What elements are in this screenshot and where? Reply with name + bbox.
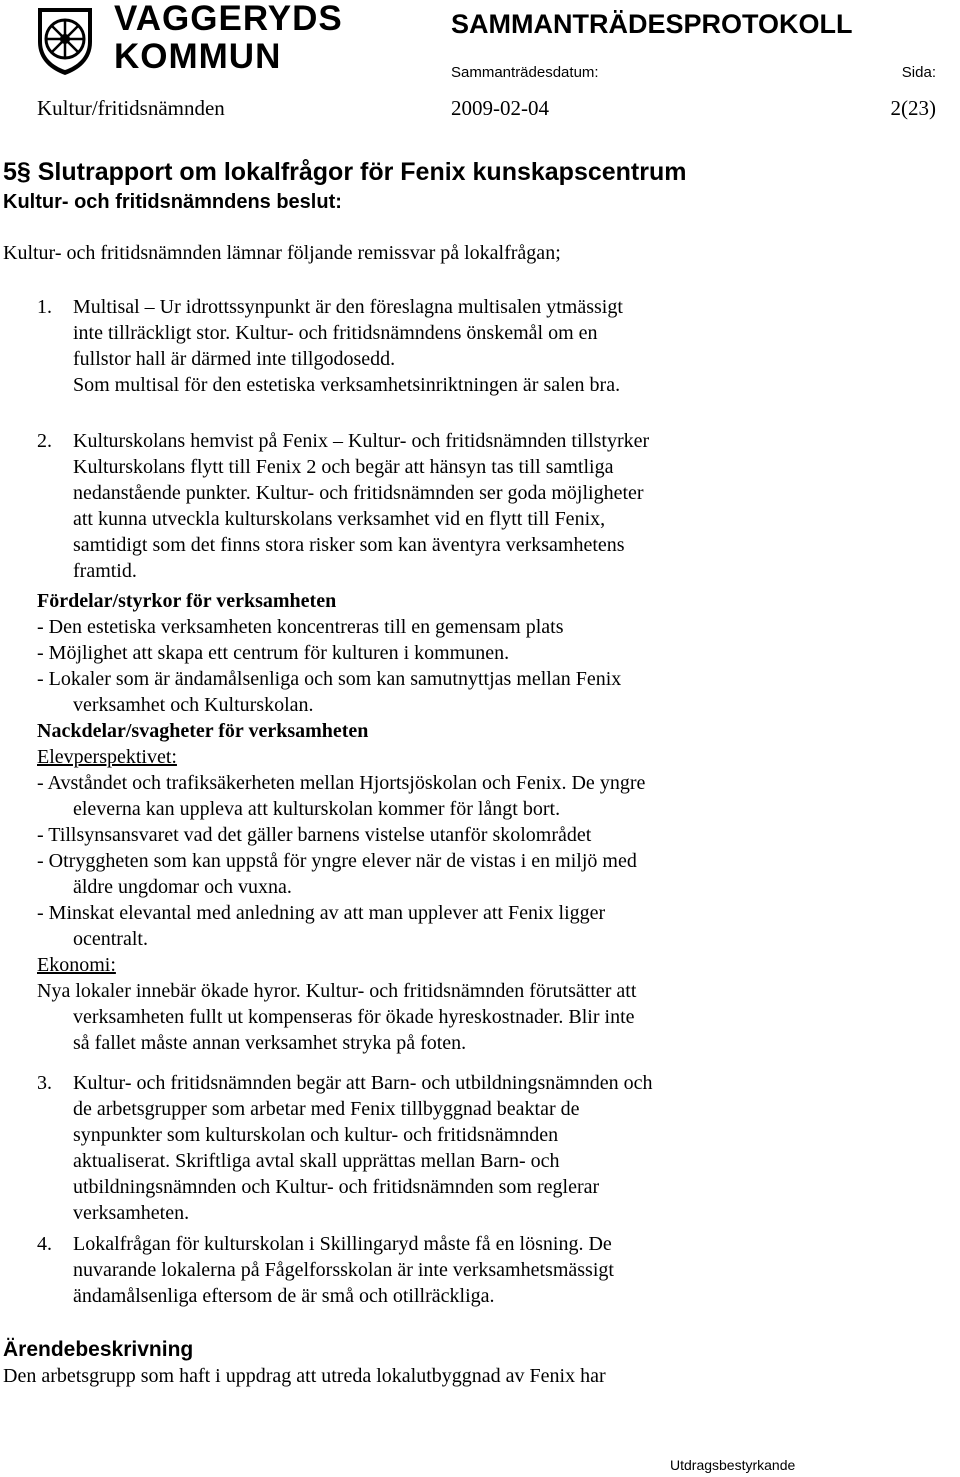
- text-line: Multisal – Ur idrottssynpunkt är den föreslagna multisalen ytmässigt: [73, 296, 623, 318]
- student-item-cont: äldre ungdomar och vuxna.: [73, 876, 292, 898]
- logo-name-line2: KOMMUN: [114, 37, 282, 76]
- document-type: SAMMANTRÄDESPROTOKOLL: [451, 9, 853, 39]
- text-line: Kultur- och fritidsnämnden begär att Barn- och utbildningsnämnden och: [73, 1072, 653, 1094]
- page-label: Sida:: [901, 64, 936, 81]
- text-line: inte tillräckligt stor. Kultur- och fritidsnämndens önskemål om en: [73, 322, 598, 344]
- advantage-item: - Lokaler som är ändamålsenliga och som kan samutnyttjas mellan Fenix: [37, 668, 622, 690]
- text-line: framtid.: [73, 560, 137, 582]
- advantages-heading: Fördelar/styrkor för verksamheten: [37, 590, 337, 612]
- text-line: verksamheten.: [73, 1202, 190, 1224]
- advantage-item-cont: verksamhet och Kulturskolan.: [73, 694, 314, 716]
- case-description-text: Den arbetsgrupp som haft i uppdrag att utreda lokalutbyggnad av Fenix har: [3, 1365, 606, 1387]
- economy-line-cont: verksamheten fullt ut kompenseras för ökade hyreskostnader. Blir inte: [73, 1006, 635, 1028]
- text-line: Lokalfrågan för kulturskolan i Skillingaryd måste få en lösning. De: [73, 1233, 612, 1255]
- text-line: fullstor hall är därmed inte tillgodosedd.: [73, 348, 396, 370]
- text-line: samtidigt som det finns stora risker som kan äventyra verksamhetens: [73, 534, 625, 556]
- text-line: Kulturskolans hemvist på Fenix – Kultur- och fritidsnämnden tillstyrker: [73, 430, 650, 452]
- details-block: [37, 588, 645, 1056]
- text-line: att kunna utveckla kulturskolans verksamhet vid en flytt till Fenix,: [73, 508, 606, 530]
- student-item: - Minskat elevantal med anledning av att man upplever att Fenix ligger: [37, 902, 606, 924]
- meeting-date: 2009-02-04: [451, 96, 549, 120]
- item-2-text: [73, 428, 649, 584]
- item-4-text: [73, 1231, 614, 1309]
- meeting-date-label: Sammanträdesdatum:: [451, 64, 599, 81]
- municipality-logo: [34, 2, 354, 78]
- item-1-text: [73, 294, 623, 398]
- student-item: - Tillsynsansvaret vad det gäller barnens vistelse utanför skolområdet: [37, 824, 592, 846]
- committee-name: Kultur/fritidsnämnden: [37, 96, 225, 120]
- logo-name-line1: VAGGERYDS: [114, 0, 343, 38]
- text-line: synpunkter som kulturskolan och kultur- och fritidsnämnden: [73, 1124, 559, 1146]
- student-perspective-heading: Elevperspektivet:: [37, 746, 177, 768]
- case-description-heading: Ärendebeskrivning: [3, 1338, 194, 1361]
- student-item-cont: ocentralt.: [73, 928, 148, 950]
- text-line: nedanstående punkter. Kultur- och fritidsnämnden ser goda möjligheter: [73, 482, 644, 504]
- section-title: 5§ Slutrapport om lokalfrågor för Fenix kunskapscentrum: [3, 158, 687, 186]
- text-line: utbildningsnämnden och Kultur- och fritidsnämnden som reglerar: [73, 1176, 600, 1198]
- page-number: 2(23): [890, 96, 936, 120]
- coat-of-arms-wheel-icon: [34, 4, 96, 76]
- advantage-item: - Den estetiska verksamheten koncentreras till en gemensam plats: [37, 616, 564, 638]
- decision-heading: Kultur- och fritidsnämndens beslut:: [3, 191, 342, 213]
- text-line: Som multisal för den estetiska verksamhetsinriktningen är salen bra.: [73, 374, 621, 396]
- decision-intro: Kultur- och fritidsnämnden lämnar följande remissvar på lokalfrågan;: [3, 242, 561, 264]
- economy-line: Nya lokaler innebär ökade hyror. Kultur- och fritidsnämnden förutsätter att: [37, 980, 637, 1002]
- disadvantages-heading: Nackdelar/svagheter för verksamheten: [37, 720, 369, 742]
- economy-heading: Ekonomi:: [37, 954, 116, 976]
- text-line: ändamålsenliga eftersom de är små och otillräckliga.: [73, 1285, 495, 1307]
- item-number-2: 2.: [37, 430, 52, 452]
- item-3-text: [73, 1070, 652, 1226]
- text-line: nuvarande lokalerna på Fågelforsskolan är inte verksamhetsmässigt: [73, 1259, 614, 1281]
- advantage-item: - Möjlighet att skapa ett centrum för kulturen i kommunen.: [37, 642, 510, 664]
- item-number-4: 4.: [37, 1233, 52, 1255]
- item-number-1: 1.: [37, 296, 52, 318]
- text-line: Kulturskolans flytt till Fenix 2 och begär att hänsyn tas till samtliga: [73, 456, 614, 478]
- text-line: de arbetsgrupper som arbetar med Fenix tillbyggnad beaktar de: [73, 1098, 580, 1120]
- student-item: - Avståndet och trafiksäkerheten mellan Hjortsjöskolan och Fenix. De yngre: [37, 772, 646, 794]
- item-number-3: 3.: [37, 1072, 52, 1094]
- student-item: - Otryggheten som kan uppstå för yngre elever när de vistas i en miljö med: [37, 850, 637, 872]
- student-item-cont: eleverna kan uppleva att kulturskolan kommer för långt bort.: [73, 798, 561, 820]
- certification-label: Utdragsbestyrkande: [670, 1457, 796, 1473]
- text-line: aktualiserat. Skriftliga avtal skall upprättas mellan Barn- och: [73, 1150, 560, 1172]
- economy-line-cont: så fallet måste annan verksamhet stryka på foten.: [73, 1032, 467, 1054]
